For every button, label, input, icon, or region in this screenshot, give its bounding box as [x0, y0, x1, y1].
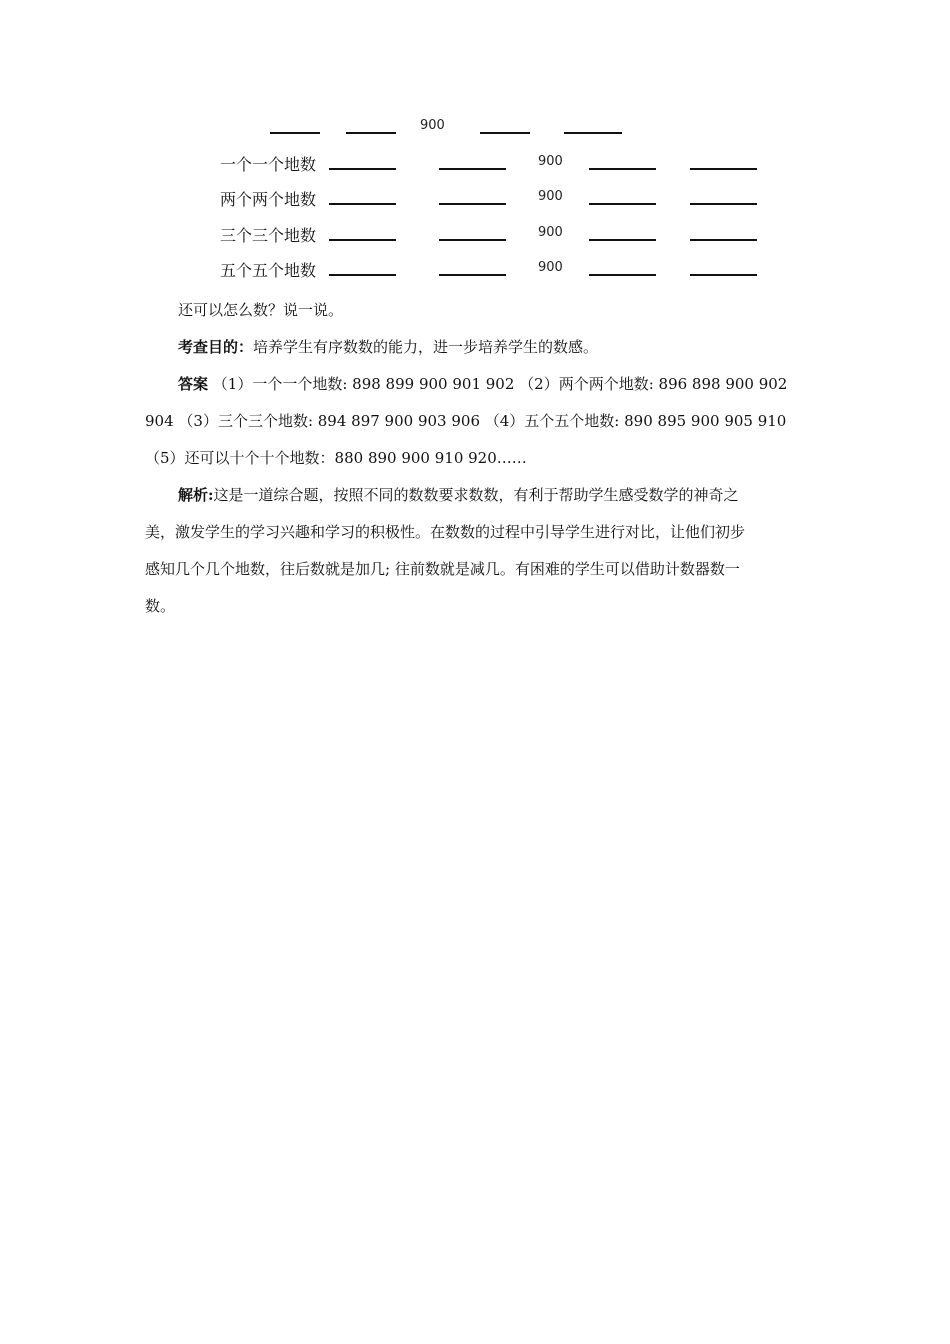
- answer-blank: [690, 239, 757, 241]
- answer-blank: [589, 239, 656, 241]
- answer-blank: [589, 168, 656, 170]
- analysis-line: 美，激发学生的学习兴趣和学习的积极性。在数数的过程中引导学生进行对比，让他们初步: [145, 523, 746, 541]
- exercise-top-row: [0, 118, 950, 148]
- answer-blank: [564, 132, 622, 134]
- exercise-row: [0, 185, 950, 215]
- answer-line: （5）还可以十个十个地数：880 890 900 910 920……: [145, 449, 527, 467]
- purpose-label: 考查目的：: [178, 338, 254, 356]
- answer-blank: [589, 274, 656, 276]
- answer-blank: [329, 203, 396, 205]
- given-number: 900: [538, 260, 563, 275]
- answer-line: 904 （3）三个三个地数: 894 897 900 903 906 （4）五个五个地数: 890 895 900 905 910: [145, 412, 787, 430]
- answer-blank: [690, 168, 757, 170]
- answer-blank: [589, 203, 656, 205]
- analysis-line: 感知几个几个地数，往后数就是加几; 往前数就是减几。有困难的学生可以借助计数器数一: [145, 560, 740, 578]
- answer-blank: [690, 274, 757, 276]
- row-label: 三个三个地数: [220, 226, 317, 245]
- answer-label: 答案: [178, 375, 209, 393]
- exercise-row: [0, 256, 950, 286]
- answer-blank: [439, 203, 506, 205]
- answer-blank: [329, 239, 396, 241]
- answer-blank: [329, 274, 396, 276]
- answer-line: （1）一个一个地数: 898 899 900 901 902 （2）两个两个地数: 896 898 900 902: [212, 375, 788, 393]
- analysis-paragraph: [145, 477, 815, 625]
- answer-blank: [270, 132, 320, 134]
- answer-blank: [480, 132, 530, 134]
- answer-blank: [439, 168, 506, 170]
- question-text: [145, 292, 815, 329]
- analysis-label: 解析:: [178, 486, 214, 504]
- row-label: 两个两个地数: [220, 190, 317, 209]
- purpose-text: 培养学生有序数数的能力，进一步培养学生的数感。: [253, 338, 599, 356]
- answer-blank: [346, 132, 396, 134]
- analysis-line: 数。: [145, 597, 176, 615]
- exercise-row: [0, 221, 950, 251]
- answer-blank: [329, 168, 396, 170]
- answer-blank: [439, 274, 506, 276]
- given-number: 900: [538, 154, 563, 169]
- answer-blank: [690, 203, 757, 205]
- given-number: 900: [538, 225, 563, 240]
- row-label: 一个一个地数: [220, 155, 317, 174]
- answer-paragraph: [145, 366, 815, 477]
- exercise-row: [0, 150, 950, 180]
- analysis-line: 这是一道综合题，按照不同的数数要求数数，有利于帮助学生感受数学的神奇之: [213, 486, 739, 504]
- question-line: 还可以怎么数？说一说。: [178, 301, 344, 319]
- given-number: 900: [538, 189, 563, 204]
- purpose-paragraph: [145, 329, 815, 366]
- given-number: 900: [420, 118, 445, 133]
- row-label: 五个五个地数: [220, 261, 317, 280]
- answer-blank: [439, 239, 506, 241]
